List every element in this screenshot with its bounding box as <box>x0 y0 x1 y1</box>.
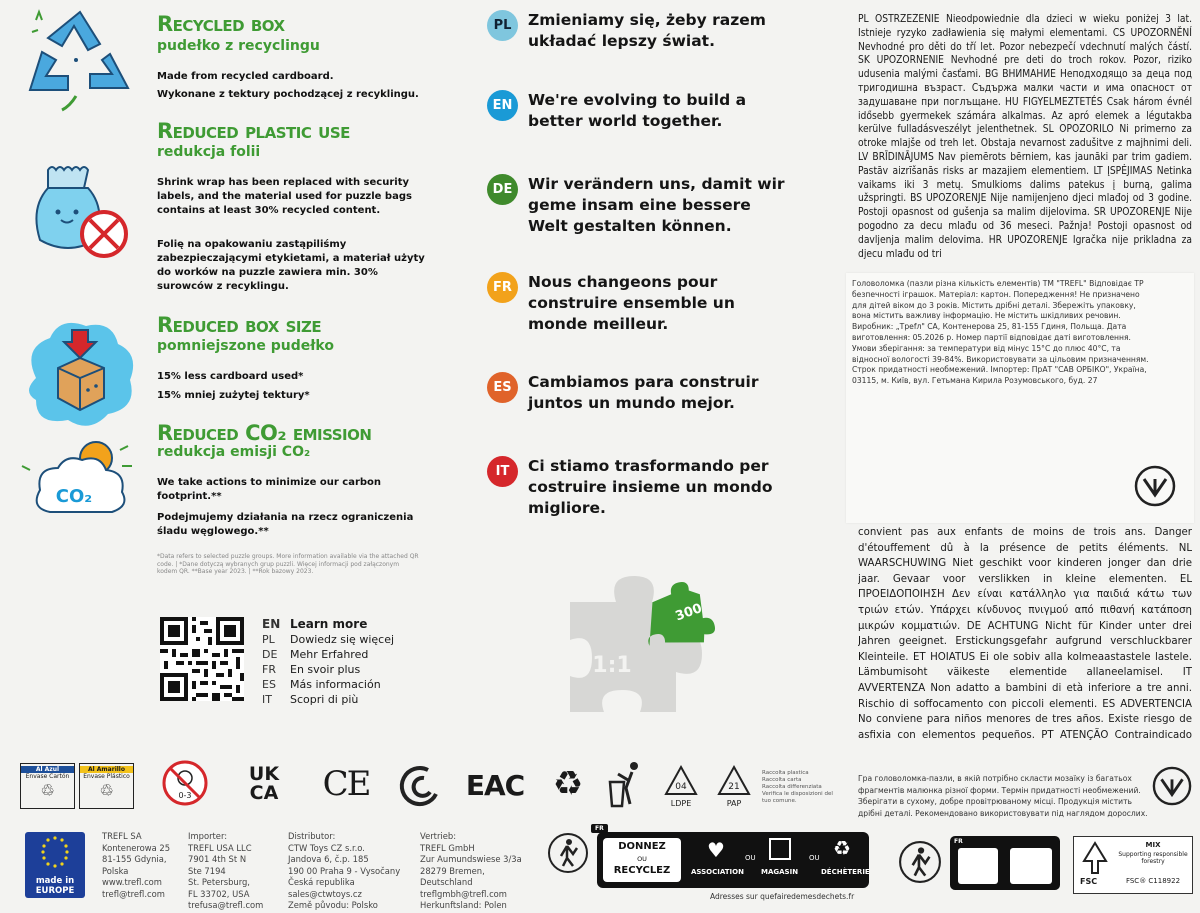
raccolta-text: Raccolta plastica Raccolta carta Raccolta differenziata Verifica le disposizioni del tuo comune. <box>762 770 833 804</box>
lang-code: ES <box>262 678 276 691</box>
lang-badge-de: DE <box>487 174 518 205</box>
ou-label-1: OU <box>745 854 756 862</box>
lang-code: IT <box>262 693 272 706</box>
reduced-plastic-subtitle: redukcja folii <box>157 144 261 160</box>
triman-icon <box>547 832 589 874</box>
hand-heart-icon: ♥ <box>707 838 725 862</box>
fsc-label-text: FSC <box>1080 877 1098 886</box>
recycled-box-title: Recycled box <box>157 12 285 36</box>
age-label: 0-3 <box>178 791 192 800</box>
bin-person-icon: ♲ <box>40 781 55 800</box>
pap-label: PAP <box>726 799 742 808</box>
lang-badge-fr: FR <box>487 272 518 303</box>
ai-azul-sub: Envase Cartón <box>25 773 70 780</box>
adresses-text: Adresses sur quefairedemesdechets.fr <box>710 892 855 901</box>
trefl-sa-address: TREFL SA Kontenerowa 25 81-155 Gdynia, Polska www.trefl.com trefl@trefl.com <box>102 831 171 899</box>
ce-mark: CE <box>322 764 370 804</box>
message-en <box>487 90 788 132</box>
dump-icon: ♻ <box>833 836 851 860</box>
food-safe-mark-icon <box>398 764 442 808</box>
message-text-de: Wir verändern uns, damit wir geme insam eine bessere Welt gestalten können. <box>528 175 785 235</box>
sticker-text: Головоломка (пазли різна кількість елементів) ТМ "TREFL" Відповідає ТР безпечності іграшок. Матеріал: картон. Попередження! Не призначено для дітей віком до 3 років. Містить дрібні деталі. Збережіть упаковку, вона містить важливу інформацію. Не містить шкідливих речовин. Виробник: „Треfл" СА, Контенерова 25, 81-155 Гдиня, Польща. Дата виготовлення: 05.2026 р. Номер партії відповідає даті виготовлення. Умови зберігання: за температури від мінус 15°С до плюс 40°С, та відносної вологості 39-84%. Використовувати за цільовим призначенням. Строк придатності необмежений. Імпортер: ПрАТ "САВ ОРБІКО", Україна, 03115, м. Київ, вул. Гетьмана Кирила Розумовського, буд. 27 <box>852 279 1149 386</box>
reduced-plastic-text-pl: Folię na opakowaniu zastąpiliśmy zabezpieczającymi etykietami, a materiał użyty do worków na puzzle zawiera min. 30% surowców z recyklingu. <box>157 239 425 292</box>
puzzle-piece-icon <box>566 572 716 722</box>
distributor-address: Distributor: CTW Toys CZ s.r.o. Jandova 6, č.p. 185 190 00 Praha 9 - Vysočany Česká republika sales@ctwtoys.cz Země původu: Polsko <box>288 831 401 910</box>
triman-icon-2 <box>898 840 942 884</box>
fsc-supporting: Supporting responsible forestry <box>1118 851 1188 865</box>
lang-badge-en: EN <box>487 90 518 121</box>
learn-more-row[interactable] <box>262 662 394 677</box>
ldpe-label: LDPE <box>670 799 692 808</box>
donnez-recyclez-box <box>603 838 681 882</box>
message-fr <box>487 272 788 335</box>
piece-scale-label: 1:1 <box>592 653 632 678</box>
ldpe-recycling-code-icon <box>663 764 699 810</box>
fr-badge-2: FR <box>954 838 963 845</box>
plastic-bag-crossed-icon <box>18 156 138 266</box>
ukca-top: UK <box>248 763 280 785</box>
message-text-it: Ci stiamo trasformando per costruire insieme un mondo migliore. <box>528 457 773 517</box>
recycle-arrows-icon <box>18 6 138 116</box>
lang-badge-es: ES <box>487 372 518 403</box>
ua-conformity-mark-small-icon <box>1152 766 1192 806</box>
donnez-label: DONNEZ <box>618 841 666 852</box>
learn-more-text: Más información <box>290 678 381 691</box>
reduced-box-size-text-pl: 15% mniej zużytej tektury* <box>157 390 310 401</box>
lang-code: EN <box>262 617 281 631</box>
learn-more-text: Dowiedz się więcej <box>290 633 395 646</box>
ai-azul-box <box>20 763 75 809</box>
ai-amarillo-sub: Envase Plástico <box>83 773 130 780</box>
magasin-label: MAGASIN <box>761 868 799 876</box>
fsc-code: FSC® C118922 <box>1125 877 1181 885</box>
bin-person-icon: ♲ <box>99 781 114 800</box>
decheterie-label: DÉCHÈTERIE <box>821 868 870 876</box>
importer-address: Importer: TREFL USA LLC 7901 4th St N Ste 7194 St. Petersburg, FL 33702, USA trefusa@trefl.com <box>188 831 264 910</box>
reduced-plastic-text-en: Shrink wrap has been replaced with security labels, and the material used for puzzle bags contains at least 30% recycled content. <box>157 177 412 216</box>
lang-code: PL <box>262 633 275 646</box>
message-es <box>487 372 788 414</box>
donnez-recyclez-banner <box>595 825 870 888</box>
reduced-co2-text-pl: Podejmujemy działania na rzecz ograniczenia śladu węglowego.** <box>157 512 414 537</box>
learn-more-row[interactable] <box>262 692 394 707</box>
store-icon <box>769 838 791 860</box>
reduced-plastic-title: Reduced plastic use <box>157 119 350 143</box>
reduced-co2-text-en: We take actions to minimize our carbon footprint.** <box>157 477 382 502</box>
message-text-pl: Zmieniamy się, żeby razem układać lepszy świat. <box>528 11 766 50</box>
lang-badge-it: IT <box>487 456 518 487</box>
fr-badge: FR <box>591 824 608 833</box>
reduced-box-size-text-en: 15% less cardboard used* <box>157 371 304 382</box>
reduced-box-size-subtitle: pomniejszone pudełko <box>157 338 334 354</box>
box-icon <box>958 848 998 884</box>
warnings-top: PL OSTRZEŻENIE Nieodpowiednie dla dzieci w wieku poniżej 3 lat. Istnieje ryzyko zadławienia się małymi elementami. CS UPOZORNĚNÍ Nevhodné pro děti do tří let. Pozor nebezpečí vdechnutí malých částí. SK UPOZORNENIE Nevhodné pre deti do troch rokov. Pozor, riziko udusenia malými časťami. BG ВНИМАНИЕ Неподходящо за деца под тригодишна възраст. Съдържа малки части и има опасност от задушаване при поглъщане. HU FIGYELMEZTETÉS Csak három évnél idősebb gyermekek számára alkalmas. Az apró elemek a légutakba kerülve fulladásveszélyt jelenthetnek. SL OPOZORILO Ni primerno za otroke mlajše od treh let. Obstaja nevarnost zadušitve z majhnimi deli. LV BRĪDINĀJUMS Nav piemērots bērniem, kas jaunāki par trim gadiem. Pastāv aizrīšanās risks ar mazajiem elementiem. LT ĮSPĖJIMAS Netinka vaikams iki 3 metų. Smulkioms dalims patekus į burną, galima užspringti. BS UPOZORENJE Nije namijenjeno djeci mlađoj od 3 godine. Postoji opasnost od gušenja sa malim dijelovima. SR UPOZORENJE Nije pogodno za decu mlađu od 36 meseci. Pažnja! Postoji opasnost od davljenja malim delovima. HR UPOZORENJE Igračka nije prikladna za djecu mlađu od tri <box>858 14 1192 260</box>
footer <box>0 822 1200 913</box>
age-warning-icon <box>160 758 210 808</box>
message-it <box>487 456 788 519</box>
ldpe-number: 04 <box>675 782 687 792</box>
fsc-label <box>1073 836 1193 894</box>
learn-more-text: Scopri di più <box>290 693 359 706</box>
ukca-bottom: CA <box>249 782 279 804</box>
vertrieb-address: Vertrieb: TREFL GmbH Zur Aumundswiese 3/3a 28279 Bremen, Deutschland treflgmbh@trefl.com Herkunftsland: Polen <box>420 831 522 910</box>
qr-code[interactable] <box>160 617 244 701</box>
fsc-mix: MIX <box>1145 841 1161 849</box>
learn-more-row[interactable] <box>262 677 394 692</box>
lang-code: DE <box>262 648 278 661</box>
learn-more-text: En svoir plus <box>290 663 361 676</box>
message-de <box>487 174 788 237</box>
made-in-europe-badge <box>25 832 85 898</box>
learn-more-list <box>262 617 394 707</box>
learn-more-row[interactable] <box>262 617 394 632</box>
piece-count-label: 300 <box>673 601 705 625</box>
fsc-tree-icon <box>1078 841 1112 875</box>
lang-badge-pl: PL <box>487 10 518 41</box>
learn-more-text: Mehr Erfahred <box>290 648 369 661</box>
spain-recycling-bins <box>18 762 136 810</box>
ukca-mark <box>243 762 285 806</box>
footnote: *Data refers to selected puzzle groups. More information available via the attached QR code. | *Dane dotyczą wybranych grup puzzli. Więcej informacji pod załączonym kodem QR. **Base year 2023. | **Rok bazowy 2023. <box>157 553 419 575</box>
ou-label-2: OU <box>809 854 820 862</box>
ukrainian-sticker <box>846 273 1194 523</box>
ai-azul-label: Al Azul <box>21 766 74 773</box>
fr-sorting-banner <box>950 836 1060 890</box>
reduced-box-size-title: Reduced box size <box>157 313 322 337</box>
learn-more-text: Learn more <box>290 617 368 631</box>
recyclez-label: RECYCLEZ <box>613 865 671 876</box>
recycled-box-subtitle: pudełko z recyclingu <box>157 38 320 54</box>
recycled-box-text-en: Made from recycled cardboard. <box>157 71 334 82</box>
made-in-label: made in EUROPE <box>35 876 75 896</box>
reduced-co2-subtitle: redukcja emisji CO₂ <box>157 444 311 460</box>
pap-number: 21 <box>728 782 740 792</box>
co2-cloud-icon <box>18 430 138 540</box>
ou-label: OU <box>637 855 647 863</box>
recycle-icon: ♻ <box>552 764 584 804</box>
lang-code: FR <box>262 663 276 676</box>
warnings-bottom <box>858 525 1192 743</box>
smaller-box-icon <box>18 318 138 428</box>
ua-conformity-mark-icon <box>1134 465 1176 507</box>
yellow-bin-icon <box>1010 848 1052 884</box>
warnings-bottom-text: convient pas aux enfants de moins de trois ans. Danger d'étouffement dû à la présence de petits éléments. NL WAARSCHUWING Niet geschikt voor kinderen jonger dan drie jaar. Gevaar voor verslikken in kleine elementen. EL ΠΡΟΕΙΔΟΠΟΙΗΣΗ Δεν είναι κατάλληλο για παιδιά κάτω των τριών ετών. Υπάρχει κίνδυνος πνιγμού από πιθανή κατάποση μικρών κομματιών. DE ACHTUNG Nicht für Kinder unter drei Jahren geeignet. Erstickungsgefahr aufgrund verschluckbarer Kleinteile. ET HOIATUS Ei ole sobiv alla kolmeaastastele lastele. Lämbumisoht väikeste elementide allaneelamisel. IT AVVERTENZA Non adatto a bambini di età inferiore a tre anni. Rischio di soffocamento con piccoli elementi. ES ADVERTENCIA No conviene para niños menores de tres años. Existe riesgo de asfixia con elementos pequeños. PT ATENÇÃO Contraindicado <box>858 527 1192 741</box>
co2-icon-label: CO₂ <box>55 486 93 507</box>
eac-mark: EAC <box>465 768 525 802</box>
message-text-fr: Nous changeons pour construire ensemble un monde meilleur. <box>528 273 735 333</box>
message-text-en: We're evolving to build a better world together. <box>528 91 747 130</box>
learn-more-row[interactable] <box>262 632 394 647</box>
message-pl <box>487 10 788 52</box>
pap-recycling-code-icon <box>716 764 752 810</box>
tidyman-icon <box>606 760 646 808</box>
ai-amarillo-box <box>79 763 134 809</box>
learn-more-row[interactable] <box>262 647 394 662</box>
recycled-box-text-pl: Wykonane z tektury pochodzącej z recyklingu. <box>157 89 419 100</box>
ua-bottom-text: Гра головоломка-пазли, в якій потрібно скласти мозаїку із багатьох фрагментів малюнка різної форми. Термін придатності необмежений. Зберігати в сухому, добре провітрюваному місці. Продукція містить дрібні деталі. Рекомендовано використовувати під наглядом дорослих. <box>858 774 1148 818</box>
message-text-es: Cambiamos para construir juntos un mundo mejor. <box>528 373 759 412</box>
eu-stars-icon <box>25 832 85 872</box>
association-label: ASSOCIATION <box>691 868 744 876</box>
ai-amarillo-label: Al Amarillo <box>80 766 133 773</box>
reduced-co2-title: Reduced CO₂ emission <box>157 421 372 445</box>
